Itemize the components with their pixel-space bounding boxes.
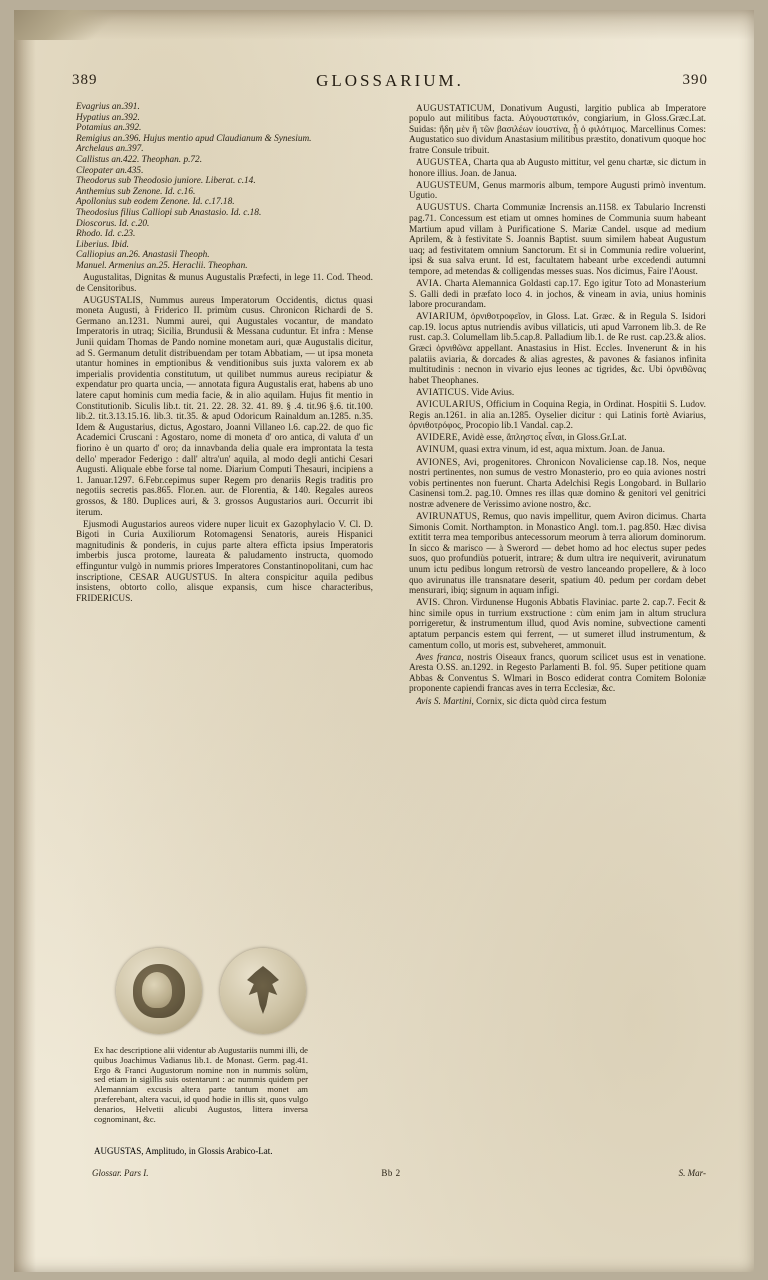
coin-reverse-eagle xyxy=(220,948,306,1034)
folio-number-right: 390 xyxy=(682,72,708,88)
dictionary-entry: Ejusmodi Augustarios aureos videre nuper licuit ex Gazophylacio V. Cl. D. Bigoti in Curia Auxiliorum Rotomagensi Senatoris, aureis Hispanici magnitudinis & ponderis, in cujus parte altera efficta ipsius Imperatoris imberbis jusca protome, laureata & paludamento instructa, quomodo effinguntur vulgò in nummis priores Imperatores Constantinopolitani, cum hac inscriptione, CESAR AUGUSTUS. In altera conspicitur aquila pedibus insistens, obtorto collo, alisque expansis, cum hisce characteribus, FRIDERICUS. xyxy=(76,519,373,604)
entry-body: , nostris Oiseaux francs, quorum scilicet usus est in venatione. Aresta O.SS. an.1292. in Regesto Parlamenti B. fol. 95. Super petitione quam Abbas & Conventus S. Wlmari in Bosco ediderat contra Comitem Boloniæ proponente capiendi francas aves in terra Ecclesiæ, &c. xyxy=(409,652,706,695)
entry-headword: Avis S. Martini xyxy=(416,696,472,707)
index-item: Cleopater an.435. xyxy=(76,165,144,176)
dictionary-entry xyxy=(409,653,706,695)
dictionary-entry xyxy=(409,400,706,432)
dictionary-entry xyxy=(409,445,706,456)
entry-headword: AVIS xyxy=(416,598,438,609)
page-footer xyxy=(76,1168,706,1184)
coin-obverse-augustus xyxy=(116,948,202,1034)
entry-body: . Charta Communiæ Incrensis an.1158. ex Tabulario Incrensti pag.71. Concessum est etiam ut omnes homines de Communia suum habeant Martium apud villam à Purificatione S. Mariæ Candel. usque ad medium Aprilem, & à festivitate S. Joannis Baptist. suum similem habeat Augustum uaq; ad festivitatem omnium Sanctorum. Et si in Communia redire voluerint, ipsi & sua salva erunt. Id est, facultatem habeant urbe excedendi autumni tempore, ad metendas & colligendas messes suas. Nos dicimus, Faire l'Aoust. xyxy=(409,203,706,277)
index-item: Apollonius sub eodem Zenone. Id. c.17.18. xyxy=(76,197,235,208)
dictionary-entry xyxy=(409,104,706,157)
page-header xyxy=(72,72,708,96)
dictionary-entry xyxy=(409,388,706,399)
entry-body: . Chron. Virdunense Hugonis Abbatis Flaviniac. parte 2. cap.7. Fecit & hinc simile opus in turrium exstructione : cùm enim jam in altum struclura porrigeretur, & instrumentum illud, quod Avis nomine, subvectione camenti aptatum perpancis estem qui ferrent, — ut sumeret illud instrumentum, & camentum collo, ut moris est, subveheret, ammonuit. xyxy=(409,598,706,651)
index-item: Theodosius filius Calliopi sub Anastasio. Id. c.18. xyxy=(76,207,262,218)
entry-body: , Charta qua ab Augusto mittitur, vel genu chartæ, sic dictum in honore illius. Joan. de Janua. xyxy=(409,157,706,179)
index-item: Manuel. Armenius an.25. Heraclii. Theophan. xyxy=(76,260,248,271)
folio-number-left: 389 xyxy=(72,72,98,88)
entry-headword: AUGUSTATICUM xyxy=(416,103,493,114)
coin-illustrations xyxy=(116,948,308,1034)
entry-headword: AVINUM xyxy=(416,445,455,456)
coin-legend-right xyxy=(220,948,306,1034)
entry-headword: AUGUSTUS xyxy=(416,203,468,214)
footer-signature: Bb 2 xyxy=(381,1168,401,1178)
entry-headword: AUGUSTEUM xyxy=(416,180,478,191)
index-item: Dioscorus. Id. c.20. xyxy=(76,218,150,229)
coin-legend-left xyxy=(116,948,202,1034)
dictionary-entry xyxy=(409,458,706,511)
dictionary-entry xyxy=(409,158,706,179)
entry-headword: AVIRUNATUS xyxy=(416,511,478,522)
index-item: Evagrius an.391. xyxy=(76,102,140,112)
entry-body: , Genus marmoris album, tempore Augusti primò inventum. Ugutio. xyxy=(409,180,706,202)
entry-headword: AVIDERE xyxy=(416,433,458,444)
dictionary-entry: AUGUSTALIS, Nummus aureus Imperatorum Occidentis, dictus quasi moneta Augusti, à Friderico II. primùm cusus. Chronicon Richardi de S. Germano an.1231. Nummi aurei, qui Augustales vocantur, de mandato Imperatoris in utraq; Sicilia, Brundusii & Messana cuduntur. Et infra : Mense Junii quidam Thomas de Pando nomine monetam auri, quæ Augustalis dicitur, ad S. Germanum detulit distribuendam per totam Abbatiam, — ut ipsa moneta utantur homines in emptionibus & venditionibus suis juxta valorem ex ab imperialis providentia constitutum, ut quilibet nummus aureus recipiatur & expendatur pro quarta uncia, — annotata figura Augustalis erat, habens ab uno latere caput hominis cum media facie, & in alio aquilam. Hujus fit mentio in Constitutionib. Siculis lib.t. tit. 21. 22. 28. 32. 41. 89. § .4. tit.96 §.6. tit.100. lib.2. tit.3.13.15.16. lib.3. tit.35. & apud Odoricum Rainaldum an.1285. n.35. Idem & Augustarius, dictus, Agostaro, Joanni Villaneo l.6. cap.22. de quo fic Academici Cruscani : Agostaro, nome di moneta d' oro antica, di valuta d' un fiorino è un quarto d' oro; da innavbanda delia quale era improntata la testa dello' mperador Federigo : dall' altra'un' aquila, al modo degli antichi Cesari Augusti. Aliquale ebbe forse tal nome. Diarium Computi Thesauri, incipiens a 1. Januar.1297. 6.Febr.cepimus super Regem pro denariis Regis traditis pro negotiis secretis pas.865. Flor.en. aur. de Florentia, & 140. Regales aureos grossos, & 180. Duplices auri, & 3. grossos Augustarios auri. Occurrit ibi iterum. xyxy=(76,295,373,518)
index-item: Archelaus an.397. xyxy=(76,144,144,155)
entry-headword: AVICULARIUS xyxy=(416,400,482,411)
index-item: Calliopius an.26. Anastasii Theoph. xyxy=(76,250,210,261)
dictionary-entry xyxy=(409,181,706,202)
entry-body: . Charta Alemannica Goldasti cap.17. Ego igitur Toto ad Monasterium S. Galli dedi in præfato loco 4. in jochos, & vineam in avia, unius hominis labore procurandam. xyxy=(409,279,706,311)
index-item: Remigius an.396. Hujus mentio apud Claudianum & Synesium. xyxy=(76,133,312,144)
entry-body: , Donativum Augusti, largitio publica ab Imperatore populo aut militibus facta. Αὐγουστατικόν, congiarium, in Gloss.Græc.Lat. Suidas: ἤδη μὲν ἢ τῶν βασιλέων ἰουστίνα, ᾗ ὁ φιλότιμος. Marcellinus Comes: Augustatico suo dividum Anastasium militibus præstito, donativum quoque hoc fratre Consule tribuit. xyxy=(409,103,706,156)
footnote-text: Ex hac descriptione alii videntur ab Augustariis nummi illi, de quibus Joachimus Vadianus lib.1. de Monast. Germ. pag.41. Ergo & Franci Augustorum nomine non in nummis solùm, sed etiam in sigillis suis ostentarunt : ac nummis quidem per Alemanniam excusis altera parte tantum monet am præferebant, altera vacui, id quod hodie in illis sit, quos vulgo denarios, Helvetii alicubi Augustos, littera inversa cognominant, &c. xyxy=(94,1045,308,1124)
entry-headword: AVIONES xyxy=(416,457,458,468)
index-item: Theodorus sub Theodosio juniore. Liberat. c.14. xyxy=(76,176,256,187)
entry-body: , Avidè esse, ἄπληστος εἶναι, in Gloss.Gr.Lat. xyxy=(457,433,627,444)
page-corner-stain xyxy=(14,10,134,40)
entry-headword: AVIATICUS xyxy=(416,387,467,398)
last-entry-left: AUGUSTAS, Amplitudo, in Glossis Arabico-Lat. xyxy=(94,1146,273,1156)
page-edge-shadow xyxy=(14,10,36,1272)
entry-headword: AVIARIUM xyxy=(416,312,465,323)
right-column xyxy=(409,102,706,1162)
entry-headword: AVIA xyxy=(416,279,440,289)
index-item: Hypatius an.392. xyxy=(76,112,140,123)
footer-catchword: S. Mar- xyxy=(678,1168,706,1178)
index-item: Callistus an.422. Theophan. p.72. xyxy=(76,154,203,165)
entry-body: , quasi extra vinum, id est, aqua mixtum. Joan. de Janua. xyxy=(454,445,665,456)
dictionary-entry xyxy=(409,203,706,277)
index-item: Liberius. Ibid. xyxy=(76,239,129,250)
book-page xyxy=(14,10,754,1272)
column-divider xyxy=(390,106,391,1146)
dictionary-entry xyxy=(409,697,706,708)
entry-headword: AUGUSTEA xyxy=(416,157,469,168)
entry-headword: Aves franca xyxy=(416,652,462,663)
entry-body: . Vide Avius. xyxy=(466,387,515,398)
index-item: Rhodo. Id. c.23. xyxy=(76,229,136,240)
index-item: Potamius an.392. xyxy=(76,123,142,134)
footer-part-title: Glossar. Pars I. xyxy=(92,1168,149,1178)
dictionary-entry xyxy=(409,312,706,386)
dictionary-entry: Augustalitas, Dignitas & munus Augustalis Præfecti, in lege 11. Cod. Theod. de Censitoribus. xyxy=(76,273,373,294)
dictionary-entry xyxy=(409,433,706,444)
dictionary-entry xyxy=(409,279,706,311)
entry-body: , Remus, quo navis impellitur, quem Aviron dicimus. Charta Simonis Comit. Northampton. in Monastico Angl. tom.1. pag.850. Hæc divisa extitit terra mea temporibus antecessorum meorum à terra aliorum dominorum. In sicco & marisco — à Swerord — debet homo ad hoc electus super pedes suos, quo profundiùs potuerit, intrare; & dum ultra ire nequiverit, avirunatum unum ictu pedibus longum retrorsù de vestro lanceando propellere, & à loco quo avirunatus ille transnatare deserit, spatium 40. pedum per cordam debet mensurari, ibiq; signum in aquam infigi. xyxy=(409,511,706,597)
running-title: GLOSSARIUM. xyxy=(316,71,464,90)
index-item: Anthemius sub Zenone. Id. c.16. xyxy=(76,186,196,197)
entry-body: , Officium in Coquina Regia, in Ordinat. Hospitii S. Ludov. Regis an.1261. in alia an.1285. Oyselier dicitur : qui Latinis fortè Aviarius, ὀρνιθοτρόφος, Procopio lib.1 Vandal. cap.2. xyxy=(409,400,706,432)
entry-body: , ὀρνιθοτροφεῖον, in Gloss. Lat. Græc. & in Regula S. Isidori cap.19. locus aptus nutriendis avibus villaticis, uti apud Varronem lib.3. de Re rust. cap.3. Columellam lib.5.cap.8. Palladium lib.1. de Re rust. cap.23.& alios. Græci ὀρνιθῶνα appellant. Anastasius in Hist. Eccles. Invenerunt & in his palatiis aviaria, & dorcades & alias agrestes, & pavones & fasianos infinita multitudinis : necnon in vivario ejus leones ac tigrides, &c. Ubi ὀρνιθῶνας habet Theophanes. xyxy=(409,312,706,386)
entry-body: , Cornix, sic dicta quòd circa festum xyxy=(471,696,607,707)
entry-body: , Avi, progenitores. Chronicon Novaliciense cap.18. Nos, neque nostri pertinentes, non sumus de vestro Monasterio, pro eo quia aviones nostri vobis pertinentes non fuerunt. Charta Adelchisi Regis Longobard. in Bullario Casinensi tom.2. pag.10. Omnes res illas quæ domino & genitori vel genitrici nostræ advenere de Verissimo avione nostro, &c. xyxy=(409,457,706,510)
dictionary-entry xyxy=(409,598,706,651)
dictionary-entry xyxy=(409,512,706,597)
